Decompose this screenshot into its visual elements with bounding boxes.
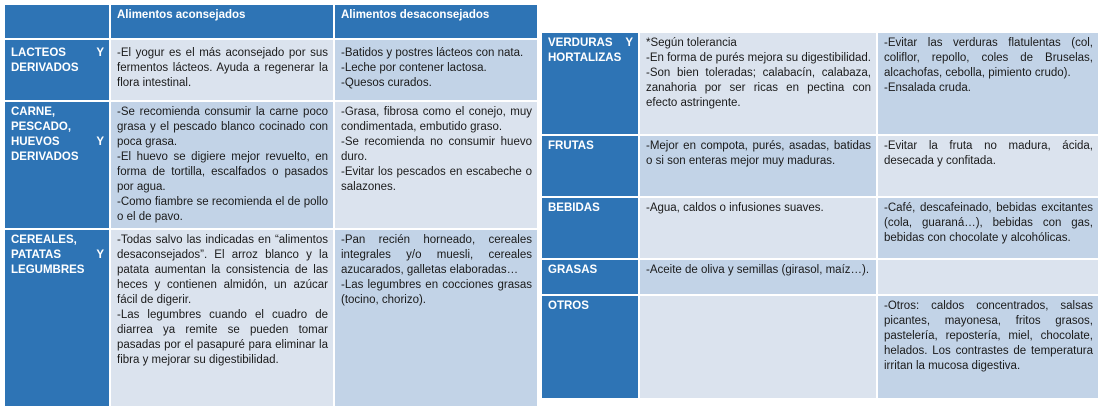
recommended-cell: -El yogur es el más aconsejado por sus fermentos lácteos. Ayuda a regenerar la flora intestinal. [110,39,334,101]
recommended-cell [639,295,877,399]
category-cell: OTROS [541,295,639,399]
not-recommended-cell: -Evitar la fruta no madura, ácida, desecada y confitada. [877,135,1099,197]
category-cell: LACTEOS Y DERIVADOS [4,39,110,101]
table-row [4,229,538,407]
recommended-cell: -Agua, caldos o infusiones suaves. [639,197,877,259]
not-recommended-cell: -Grasa, fibrosa como el conejo, muy condimentada, embutido graso. -Se recomienda no consumir huevo duro. -Evitar los pescados en escabeche o salazones. [334,101,538,229]
not-recommended-cell [877,259,1099,295]
header-recommended: Alimentos aconsejados [110,4,334,39]
recommended-cell: *Según tolerancia -En forma de purés mejora su digestibilidad. -Son bien toleradas; calabacín, calabaza, zanahoria por ser ricas en pectina con efecto astringente. [639,32,877,135]
header-not-recommended: Alimentos desaconsejados [334,4,538,39]
table-row [541,135,1099,197]
not-recommended-cell: -Pan recién horneado, cereales integrales y/o muesli, cereales azucarados, galletas elaboradas… -Las legumbres en cocciones grasas (tocino, chorizo). [334,229,538,407]
recommended-cell: -Todas salvo las indicadas en “alimentos desaconsejados”. El arroz blanco y la patata aumentan la consistencia de las heces y contienen almidón, un azúcar fácil de digerir. -Las legumbres cuando el cuadro de diarrea ya remite se pueden tomar pasadas por el pasapuré para eliminar la fibra y mejorar su digestibilidad. [110,229,334,407]
category-cell: VERDURAS Y HORTALIZAS [541,32,639,135]
not-recommended-cell: -Otros: caldos concentrados, salsas picantes, mayonesa, fritos grasos, pastelería, repostería, miel, chocolate, helados. Los contrastes de temperatura irritan la mucosa digestiva. [877,295,1099,399]
not-recommended-cell: -Evitar las verduras flatulentas (col, coliflor, repollo, coles de Bruselas, alcachofas, cebolla, pimiento crudo). -Ensalada cruda. [877,32,1099,135]
category-cell: BEBIDAS [541,197,639,259]
header-row [4,4,538,39]
not-recommended-cell: -Café, descafeinado, bebidas excitantes (cola, guaraná…), bebidas con gas, bebidas con chocolate y alcohólicas. [877,197,1099,259]
table-row [541,259,1099,295]
table-row [4,39,538,101]
header-blank-cell [4,4,110,39]
diet-table-left [3,3,539,408]
category-cell: FRUTAS [541,135,639,197]
recommended-cell: -Aceite de oliva y semillas (girasol, maíz…). [639,259,877,295]
not-recommended-cell: -Batidos y postres lácteos con nata. -Leche por contener lactosa. -Quesos curados. [334,39,538,101]
recommended-cell: -Mejor en compota, purés, asadas, batidas o si son enteras mejor muy maduras. [639,135,877,197]
table-row [541,32,1099,135]
category-cell: GRASAS [541,259,639,295]
table-row [4,101,538,229]
category-cell: CEREALES, PATATAS Y LEGUMBRES [4,229,110,407]
diet-table-right [540,31,1100,400]
table-row [541,197,1099,259]
table-row [541,295,1099,399]
recommended-cell: -Se recomienda consumir la carne poco grasa y el pescado blanco cocinado con poca grasa. -El huevo se digiere mejor revuelto, en forma de tortilla, escalfados o pasados por agua. -Como fiambre se recomienda el de pollo o el de pavo. [110,101,334,229]
category-cell: CARNE, PESCADO, HUEVOS Y DERIVADOS [4,101,110,229]
